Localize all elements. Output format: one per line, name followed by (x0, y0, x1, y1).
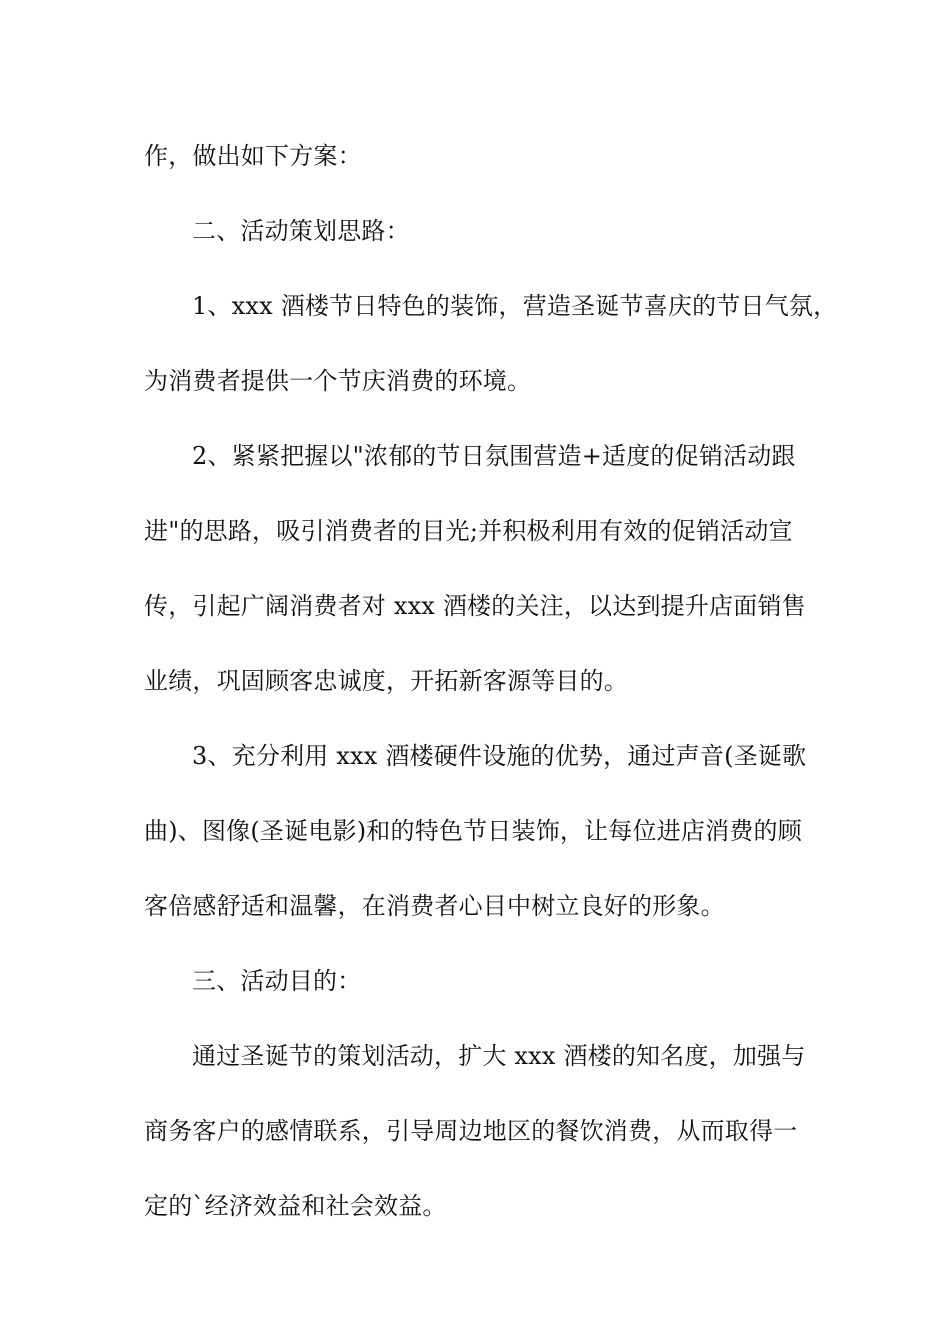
paragraph-4-line-3: 定的`经济效益和社会效益。 (144, 1192, 447, 1220)
paragraph-4-line-2: 商务客户的感情联系，引导周边地区的餐饮消费，从而取得一 (144, 1117, 798, 1145)
paragraph-1-line-1: 1、xxx 酒楼节日特色的装饰，营造圣诞节喜庆的节日气氛， (192, 292, 838, 320)
paragraph-3-line-2: 曲)、图像(圣诞电影)和的特色节日装饰，让每位进店消费的顾 (144, 817, 802, 845)
section-heading-approach: 二、活动策划思路： (192, 217, 410, 245)
body-text-line: 作，做出如下方案： (144, 142, 362, 170)
paragraph-2-line-2: 进"的思路，吸引消费者的目光;并积极利用有效的促销活动宣 (144, 517, 793, 545)
paragraph-4-line-1: 通过圣诞节的策划活动，扩大 xxx 酒楼的知名度，加强与 (192, 1042, 806, 1070)
paragraph-3-line-3: 客倍感舒适和温馨，在消费者心目中树立良好的形象。 (144, 892, 725, 920)
paragraph-3-line-1: 3、充分利用 xxx 酒楼硬件设施的优势，通过声音(圣诞歌 (192, 742, 807, 770)
section-heading-purpose: 三、活动目的： (192, 967, 362, 995)
paragraph-2-line-1: 2、紧紧把握以"浓郁的节日氛围营造+适度的促销活动跟 (192, 442, 796, 470)
paragraph-2-line-4: 业绩，巩固顾客忠诚度，开拓新客源等目的。 (144, 667, 628, 695)
paragraph-2-line-3: 传，引起广阔消费者对 xxx 酒楼的关注，以达到提升店面销售 (144, 592, 806, 620)
paragraph-1-line-2: 为消费者提供一个节庆消费的环境。 (144, 367, 532, 395)
